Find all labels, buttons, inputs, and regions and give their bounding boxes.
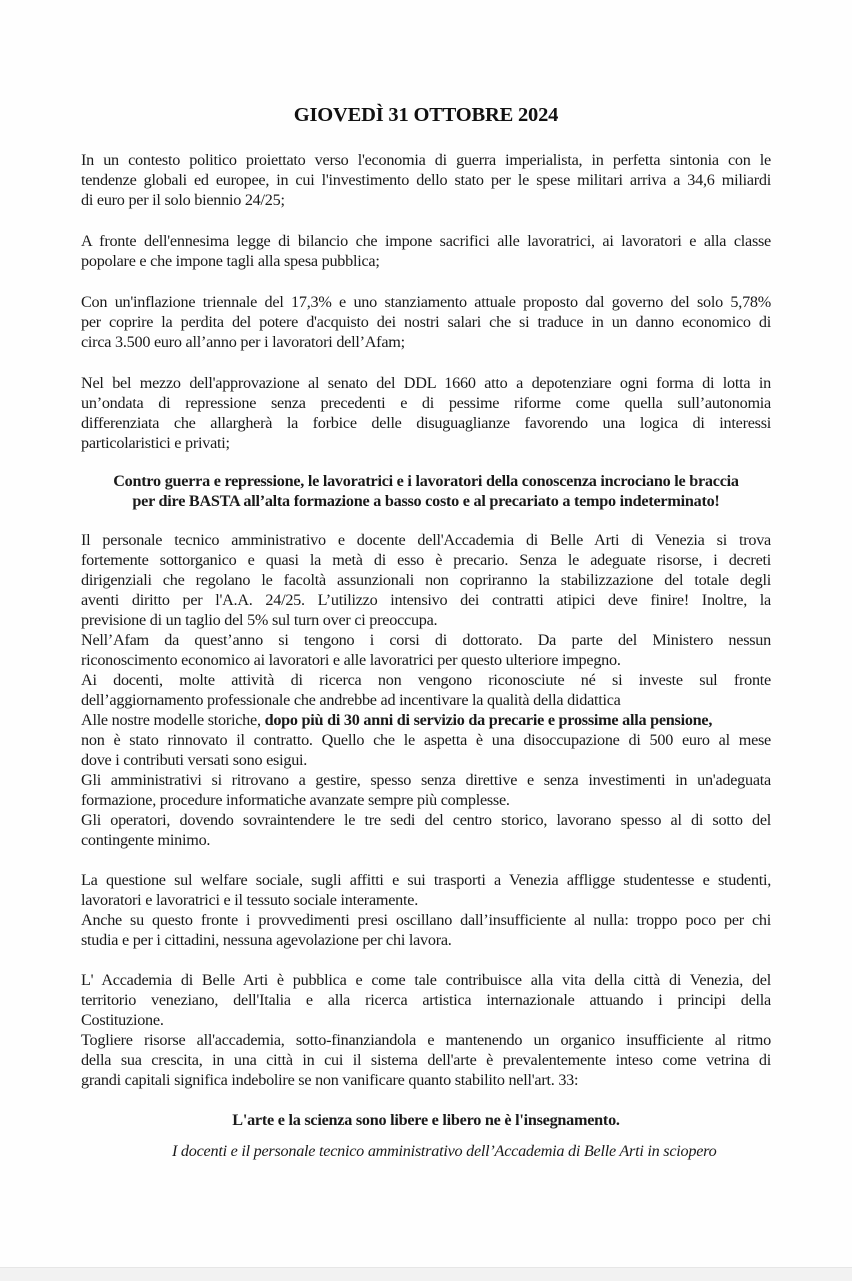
text-line: aventi diritto per l'A.A. 24/25. L’utilizzo intensivo dei contratti atipici deve finire! Inoltre, la bbox=[81, 591, 771, 609]
text-line: studia e per i cittadini, nessuna agevolazione per chi lavora. bbox=[81, 931, 452, 949]
text-line: Nell’Afam da quest’anno si tengono i corsi di dottorato. Da parte del Ministero nessun bbox=[81, 631, 771, 649]
text-line: dirigenziali che regolano le facoltà assunzionali non copriranno la stabilizzazione del totale degli bbox=[81, 571, 771, 589]
text-line: L' Accademia di Belle Arti è pubblica e come tale contribuisce alla vita della città di Venezia, del bbox=[81, 971, 771, 989]
text-line: Il personale tecnico amministrativo e docente dell'Accademia di Belle Arti di Venezia si trova bbox=[81, 531, 771, 549]
text-line: Con un'inflazione triennale del 17,3% e uno stanziamento attuale proposto dal governo del solo 5,78% bbox=[81, 293, 771, 311]
text-line: per coprire la perdita del potere d'acquisto dei nostri salari che si traduce in un danno economico di bbox=[81, 313, 771, 331]
text-line: Gli operatori, dovendo sovraintendere le tre sedi del centro storico, lavorano spesso al di sotto del bbox=[81, 811, 771, 829]
text-line: A fronte dell'ennesima legge di bilancio che impone sacrifici alle lavoratrici, ai lavoratori e alla classe bbox=[81, 232, 771, 250]
models-line-emphasis: dopo più di 30 anni di servizio da precarie e prossime alla pensione, bbox=[264, 711, 713, 729]
text-line: lavoratori e lavoratrici e il tessuto sociale interamente. bbox=[81, 891, 418, 909]
text-line: La questione sul welfare sociale, sugli affitti e sui trasporti a Venezia affligge studentesse e studenti, bbox=[81, 871, 771, 889]
models-line bbox=[81, 710, 771, 730]
text-line: Costituzione. bbox=[81, 1011, 164, 1029]
text-line: particolaristici e privati; bbox=[81, 434, 230, 452]
text-line: non è stato rinnovato il contratto. Quello che le aspetta è una disoccupazione di 500 euro al mese bbox=[81, 731, 771, 749]
text-line: un’ondata di repressione senza precedenti e di pessime riforme come quella sull’autonomia bbox=[81, 394, 771, 412]
text-line: Anche su questo fronte i provvedimenti presi oscillano dall’insufficiente al nulla: troppo poco per chi bbox=[81, 911, 771, 929]
text-line: Ai docenti, molte attività di ricerca non vengono riconosciute né si investe sul fronte bbox=[81, 671, 771, 689]
text-line: contingente minimo. bbox=[81, 831, 211, 849]
text-line: In un contesto politico proiettato verso l'economia di guerra imperialista, in perfetta sintonia con le bbox=[81, 151, 771, 169]
models-line-prefix: Alle nostre modelle storiche, bbox=[81, 711, 265, 729]
signature: I docenti e il personale tecnico amministrativo dell’Accademia di Belle Arti in sciopero bbox=[172, 1142, 717, 1160]
text-line: Nel bel mezzo dell'approvazione al senato del DDL 1660 atto a depotenziare ogni forma di lotta in bbox=[81, 374, 771, 392]
constitution-quote: L'arte e la scienza sono libere e libero ne è l'insegnamento. bbox=[232, 1111, 620, 1129]
text-line: grandi capitali significa indebolire se non vanificare quanto stabilito nell'art. 33: bbox=[81, 1071, 579, 1089]
text-line: tendenze globali ed europee, in cui l'investimento dello stato per le spese militari arriva a 34,6 miliardi bbox=[81, 171, 771, 189]
text-line: di euro per il solo biennio 24/25; bbox=[81, 191, 285, 209]
text-line: Togliere risorse all'accademia, sotto-finanziandola e mantenendo un organico insufficiente al ritmo bbox=[81, 1031, 771, 1049]
text-line: dove i contributi versati sono esigui. bbox=[81, 751, 308, 769]
text-line: fortemente sottorganico e quasi la metà di esso è precario. Senza le adeguate risorse, i decreti bbox=[81, 551, 771, 569]
headline-line: Contro guerra e repressione, le lavoratrici e i lavoratori della conoscenza incrociano le braccia bbox=[113, 472, 739, 490]
bottom-edge bbox=[0, 1267, 852, 1281]
text-line: Gli amministrativi si ritrovano a gestire, spesso senza direttive e senza investimenti in un'adeguata bbox=[81, 771, 771, 789]
text-line: riconoscimento economico ai lavoratori e alle lavoratrici per questo ulteriore impegno. bbox=[81, 651, 621, 669]
text-line: popolare e che impone tagli alla spesa pubblica; bbox=[81, 252, 380, 270]
text-line: previsione di un taglio del 5% sul turn over ci preoccupa. bbox=[81, 611, 438, 629]
document-title: GIOVEDÌ 31 OTTOBRE 2024 bbox=[293, 104, 559, 126]
text-line: circa 3.500 euro all’anno per i lavoratori dell’Afam; bbox=[81, 333, 405, 351]
text-line: dell’aggiornamento professionale che andrebbe ad incentivare la qualità della didattica bbox=[81, 691, 621, 709]
text-line: territorio veneziano, dell'Italia e alla ricerca artistica internazionale attuando i principi della bbox=[81, 991, 771, 1009]
headline-line: per dire BASTA all’alta formazione a basso costo e al precariato a tempo indeterminato! bbox=[132, 492, 720, 510]
text-line: differenziata che allargherà la forbice delle disuguaglianze favorendo una logica di interessi bbox=[81, 414, 771, 432]
text-line: formazione, procedure informatiche avanzate sempre più complesse. bbox=[81, 791, 510, 809]
text-line: della sua crescita, in una città in cui il sistema dell'arte è prevalentemente inteso come vetrina di bbox=[81, 1051, 771, 1069]
